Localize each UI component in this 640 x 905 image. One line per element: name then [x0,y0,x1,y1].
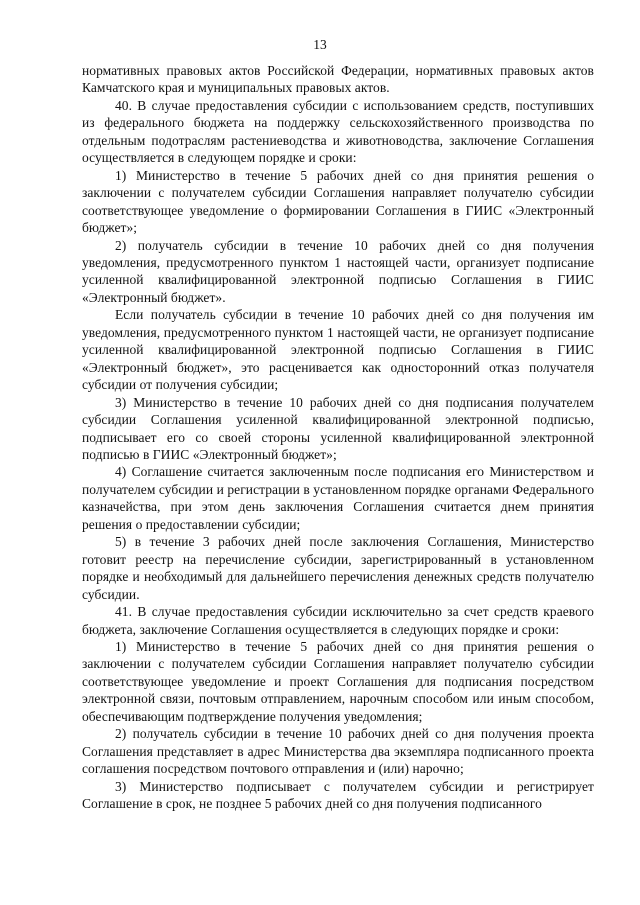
paragraph-continuation: нормативных правовых актов Российской Федерации, нормативных правовых актов Камчатского края и муниципальных правовых актов. [82,63,594,96]
paragraph-item-41-3: 3) Министерство подписывает с получателем субсидии и регистрирует Соглашение в срок, не позднее 5 рабочих дней со дня получения подписанного [82,778,594,812]
paragraph-refusal-note: Если получатель субсидии в течение 10 рабочих дней со дня получения им уведомления, предусмотренного пунктом 1 настоящей части, не организует подписание усиленной квалифицированной электронной подписью Соглашения в ГИИС «Электронный бюджет», это расценивается как односторонний отказ получателя субсидии от получения субсидии; [82,307,594,393]
paragraph-item-41-1: 1) Министерство в течение 5 рабочих дней со дня принятия решения о заключении с получателем субсидии Соглашения направляет получателю субсидии соответствующее уведомление и проект Соглашения для подписания посредством электронной связи, почтовым отправлением, нарочным способом или иным способом, обеспечивающим подтверждение получения уведомления; [82,638,594,724]
document-body [82,62,594,812]
paragraph-item-40-2: 2) получатель субсидии в течение 10 рабочих дней со дня получения уведомления, предусмотренного пунктом 1 настоящей части, организует подписание усиленной квалифицированной электронной подписью Соглашения в ГИИС «Электронный бюджет». [82,237,594,305]
paragraph-item-40-5: 5) в течение 3 рабочих дней после заключения Соглашения, Министерство готовит реестр на перечисление субсидии, зарегистрированный в установленном порядке и необходимый для дальнейшего перечисления денежных средств получателю субсидии. [82,534,594,602]
paragraph-item-40-4: 4) Соглашение считается заключенным после подписания его Министерством и получателем субсидии и регистрации в установленном порядке органами Федерального казначейства, при этом день заключения Соглашения считается днем принятия решения о предоставлении субсидии; [82,464,594,532]
paragraph-item-41-2: 2) получатель субсидии в течение 10 рабочих дней со дня получения проекта Соглашения представляет в адрес Министерства два экземпляра подписанного проекта соглашения посредством почтового отправления и (или) нарочно; [82,726,594,777]
paragraph-item-40-1: 1) Министерство в течение 5 рабочих дней со дня принятия решения о заключении с получателем субсидии Соглашения направляет получателю субсидии соответствующее уведомление о формировании Соглашения в ГИИС «Электронный бюджет»; [82,167,594,236]
paragraph-clause-40: 40. В случае предоставления субсидии с использованием средств, поступивших из федерального бюджета на поддержку сельскохозяйственного производства по отдельным подотраслям растениеводства и животноводства, заключение Соглашения осуществляется в следующем порядке и сроки: [82,97,594,166]
page-number: 13 [313,37,327,52]
paragraph-clause-41: 41. В случае предоставления субсидии исключительно за счет средств краевого бюджета, заключение Соглашения осуществляется в следующих порядке и сроки: [82,604,594,637]
paragraph-item-40-3: 3) Министерство в течение 10 рабочих дней со дня подписания получателем субсидии Соглашения усиленной квалифицированной электронной подписью, подписывает его со своей стороны усиленной квалифицированной электронной подписью в ГИИС «Электронный бюджет»; [82,394,594,462]
